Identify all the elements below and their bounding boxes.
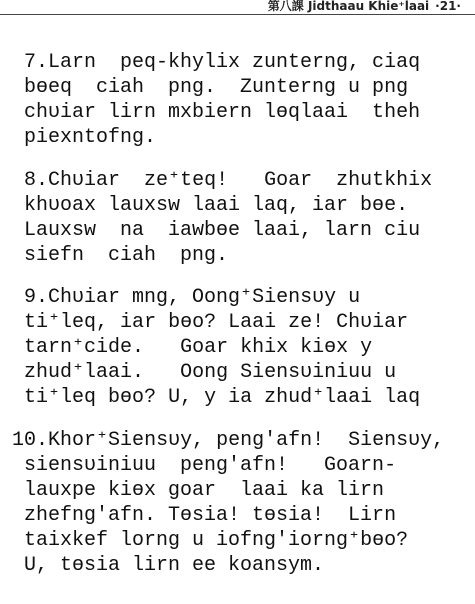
text-line: 10.Khor⁺Siensʋy, peng'afn! Siensʋy, — [0, 429, 445, 452]
text-line: siensʋiniuu peng'afn! Goarn- — [0, 454, 397, 477]
text-line: zhefng'afn. Tɵsia! tɵsia! Lirn — [0, 504, 397, 527]
page-header — [0, 0, 475, 15]
paragraph-10 — [0, 428, 475, 578]
text-line: piexntofng. — [0, 126, 157, 149]
paragraph-7 — [0, 50, 475, 150]
chapter-title: 第八課 Jidthaau Khie⁺laai — [267, 0, 430, 13]
text-line: zhud⁺laai. Oong Siensʋiniuu u — [0, 361, 397, 384]
text-line: 9.Chʋiar mng, Oong⁺Siensʋy u — [0, 286, 361, 309]
text-line: ti⁺leq bɵo? U, y ia zhud⁺laai laq — [0, 386, 421, 409]
paragraph-8 — [0, 168, 475, 268]
text-line: ti⁺leq, iar bɵo? Laai ze! Chʋiar — [0, 311, 409, 334]
text-line: 8.Chʋiar ze⁺teq! Goar zhutkhix — [0, 169, 433, 192]
text-line: tarn⁺cide. Goar khix kiɵx y — [0, 336, 373, 359]
text-line: taixkef lorng u iofng'iorng⁺bɵo? — [0, 529, 409, 552]
text-line: khʋoax lauxsw laai laq, iar bɵe. — [0, 194, 409, 217]
text-line: Lauxsw na iawbɵe laai, larn ciu — [0, 219, 421, 242]
text-line: chʋiar lirn mxbiern lɵqlaai theh — [0, 101, 421, 124]
running-head — [268, 0, 461, 14]
text-line: 7.Larn peq-khylix zunterng, ciaq — [0, 51, 421, 74]
paragraph-9 — [0, 285, 475, 410]
text-line: siefn ciah png. — [0, 244, 229, 267]
page-number: ·21· — [435, 0, 461, 13]
text-line: lauxpe kiɵx goar laai ka lirn — [0, 479, 385, 502]
text-line: U, tɵsia lirn ee koansym. — [0, 554, 325, 577]
text-line: bɵeq ciah png. Zunterng u png — [0, 76, 409, 99]
